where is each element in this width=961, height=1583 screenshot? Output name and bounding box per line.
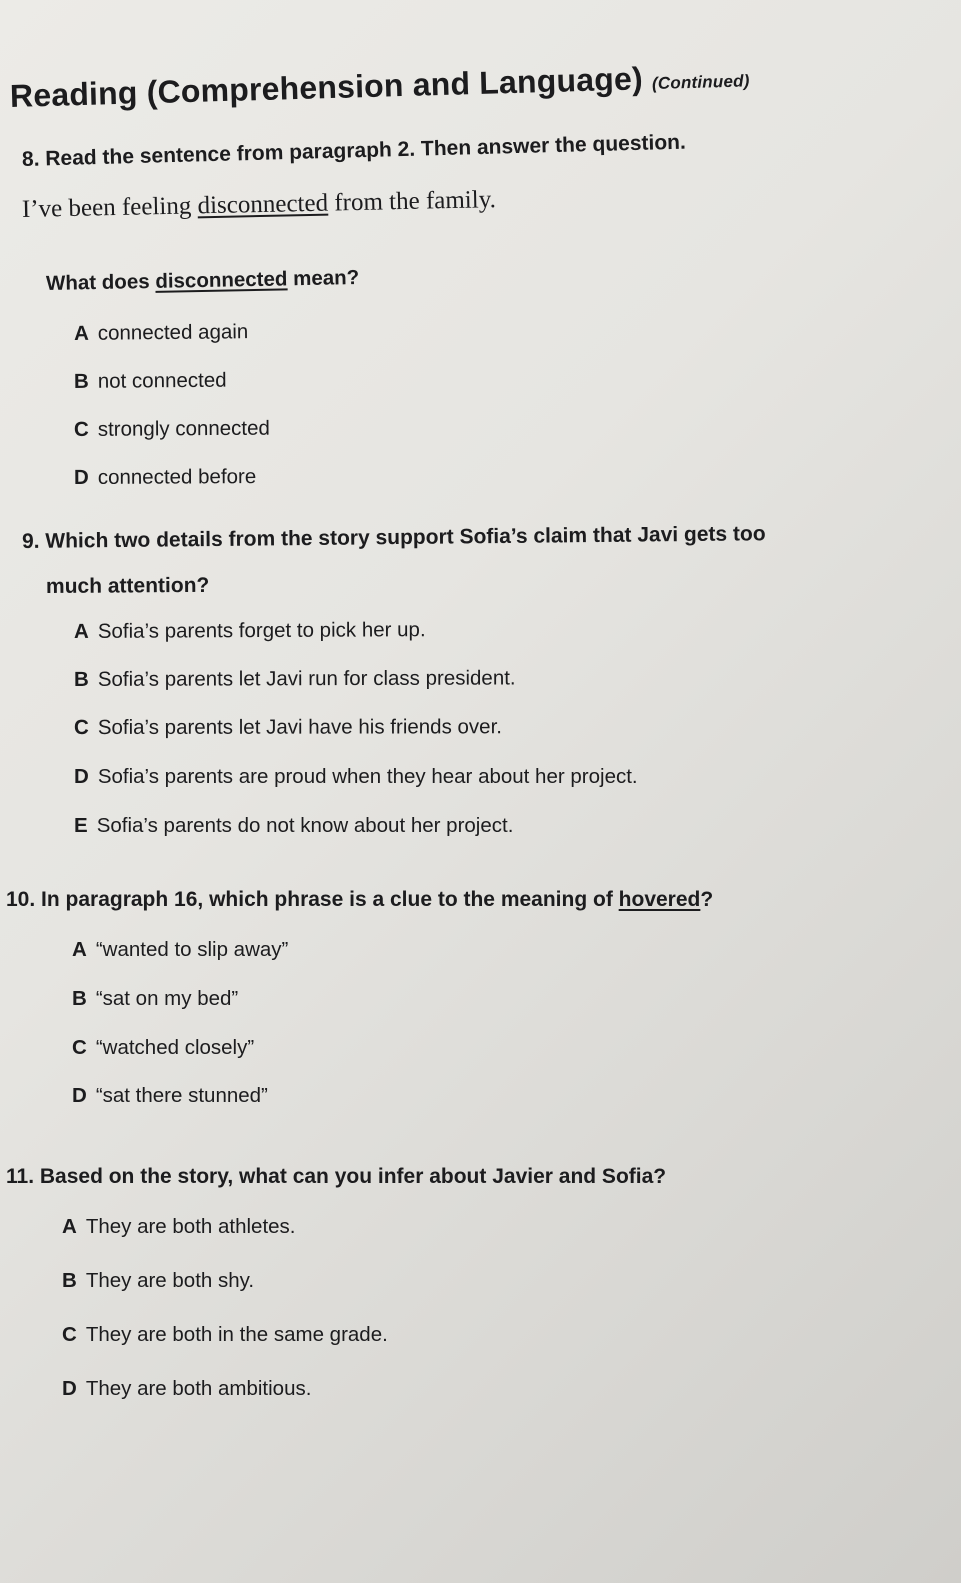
option-letter: A xyxy=(73,321,89,345)
q8-option-c[interactable] xyxy=(74,417,270,442)
q10-option-a[interactable] xyxy=(72,938,288,962)
option-text: Sofia’s parents forget to pick her up. xyxy=(97,618,426,643)
option-text: “sat there stunned” xyxy=(95,1084,268,1107)
option-letter: B xyxy=(73,667,89,691)
option-text: They are both shy. xyxy=(85,1269,255,1292)
sentence-text: I’ve been feeling xyxy=(21,192,198,223)
option-letter: D xyxy=(62,1377,77,1400)
option-letter: B xyxy=(62,1269,77,1292)
option-text: “sat on my bed” xyxy=(95,987,239,1010)
question-11-prompt: 11. Based on the story, what can you infer about Javier and Sofia? xyxy=(6,1165,667,1188)
q9-option-c[interactable] xyxy=(74,715,502,740)
option-text: not connected xyxy=(97,368,227,393)
option-letter: D xyxy=(72,1084,87,1107)
option-letter: B xyxy=(73,369,89,393)
section-header xyxy=(9,57,749,115)
q11-option-c[interactable] xyxy=(62,1323,388,1347)
q8-option-d[interactable] xyxy=(74,465,256,490)
option-text: “wanted to slip away” xyxy=(95,938,289,961)
option-text: Sofia’s parents are proud when they hear about her project. xyxy=(97,765,638,788)
option-text: They are both athletes. xyxy=(85,1215,296,1238)
option-text: connected before xyxy=(97,465,257,489)
option-text: They are both ambitious. xyxy=(85,1377,312,1400)
q10-option-d[interactable] xyxy=(72,1084,268,1108)
sentence-text-end: from the family. xyxy=(327,186,497,217)
option-text: strongly connected xyxy=(97,416,270,441)
continued-label: (Continued) xyxy=(651,71,750,94)
option-letter: C xyxy=(62,1323,77,1346)
q9-option-d[interactable] xyxy=(74,765,638,789)
question-9-prompt-line-1: 9. Which two details from the story support Sofia’s claim that Javi gets too xyxy=(21,522,766,553)
question-8-prompt: 8. Read the sentence from paragraph 2. Then answer the question. xyxy=(21,130,687,171)
option-letter: D xyxy=(73,465,89,489)
q9-option-e[interactable] xyxy=(74,814,513,838)
option-letter: D xyxy=(74,765,89,788)
q11-option-a[interactable] xyxy=(62,1215,296,1239)
question-8-sentence xyxy=(22,186,496,224)
option-letter: E xyxy=(74,814,88,837)
option-text: connected again xyxy=(97,320,249,345)
option-letter: C xyxy=(73,715,89,739)
option-text: They are both in the same grade. xyxy=(85,1323,388,1346)
q8-option-b[interactable] xyxy=(74,369,227,394)
section-title: Reading (Comprehension and Language) xyxy=(9,60,644,114)
option-letter: A xyxy=(73,619,89,643)
option-text: Sofia’s parents let Javi have his friends over. xyxy=(97,715,502,739)
option-text: “watched closely” xyxy=(95,1036,255,1059)
sentence-underlined-word: disconnected xyxy=(197,189,329,220)
option-letter: A xyxy=(72,938,87,961)
q10-option-c[interactable] xyxy=(72,1036,254,1060)
q10-option-b[interactable] xyxy=(72,987,238,1011)
q11-option-b[interactable] xyxy=(62,1269,254,1293)
option-letter: C xyxy=(73,417,89,441)
option-letter: A xyxy=(62,1215,77,1238)
question-text-end: ? xyxy=(700,888,714,911)
question-underlined-word: disconnected xyxy=(155,267,288,293)
q11-option-d[interactable] xyxy=(62,1377,311,1401)
q9-option-b[interactable] xyxy=(74,666,516,692)
question-text-end: mean? xyxy=(287,265,360,291)
question-text: What does xyxy=(45,269,156,295)
question-underlined-word: hovered xyxy=(618,888,701,911)
option-text: Sofia’s parents do not know about her project. xyxy=(96,814,514,837)
q8-option-a[interactable] xyxy=(74,320,249,346)
option-letter: B xyxy=(72,987,87,1010)
q9-option-a[interactable] xyxy=(74,618,426,644)
question-10-prompt xyxy=(6,888,713,912)
option-text: Sofia’s parents let Javi run for class president. xyxy=(97,666,516,691)
question-text: 10. In paragraph 16, which phrase is a clue to the meaning of xyxy=(6,888,619,911)
question-8-question xyxy=(46,266,360,296)
option-letter: C xyxy=(72,1036,87,1059)
question-9-prompt-line-2: much attention? xyxy=(45,573,210,598)
